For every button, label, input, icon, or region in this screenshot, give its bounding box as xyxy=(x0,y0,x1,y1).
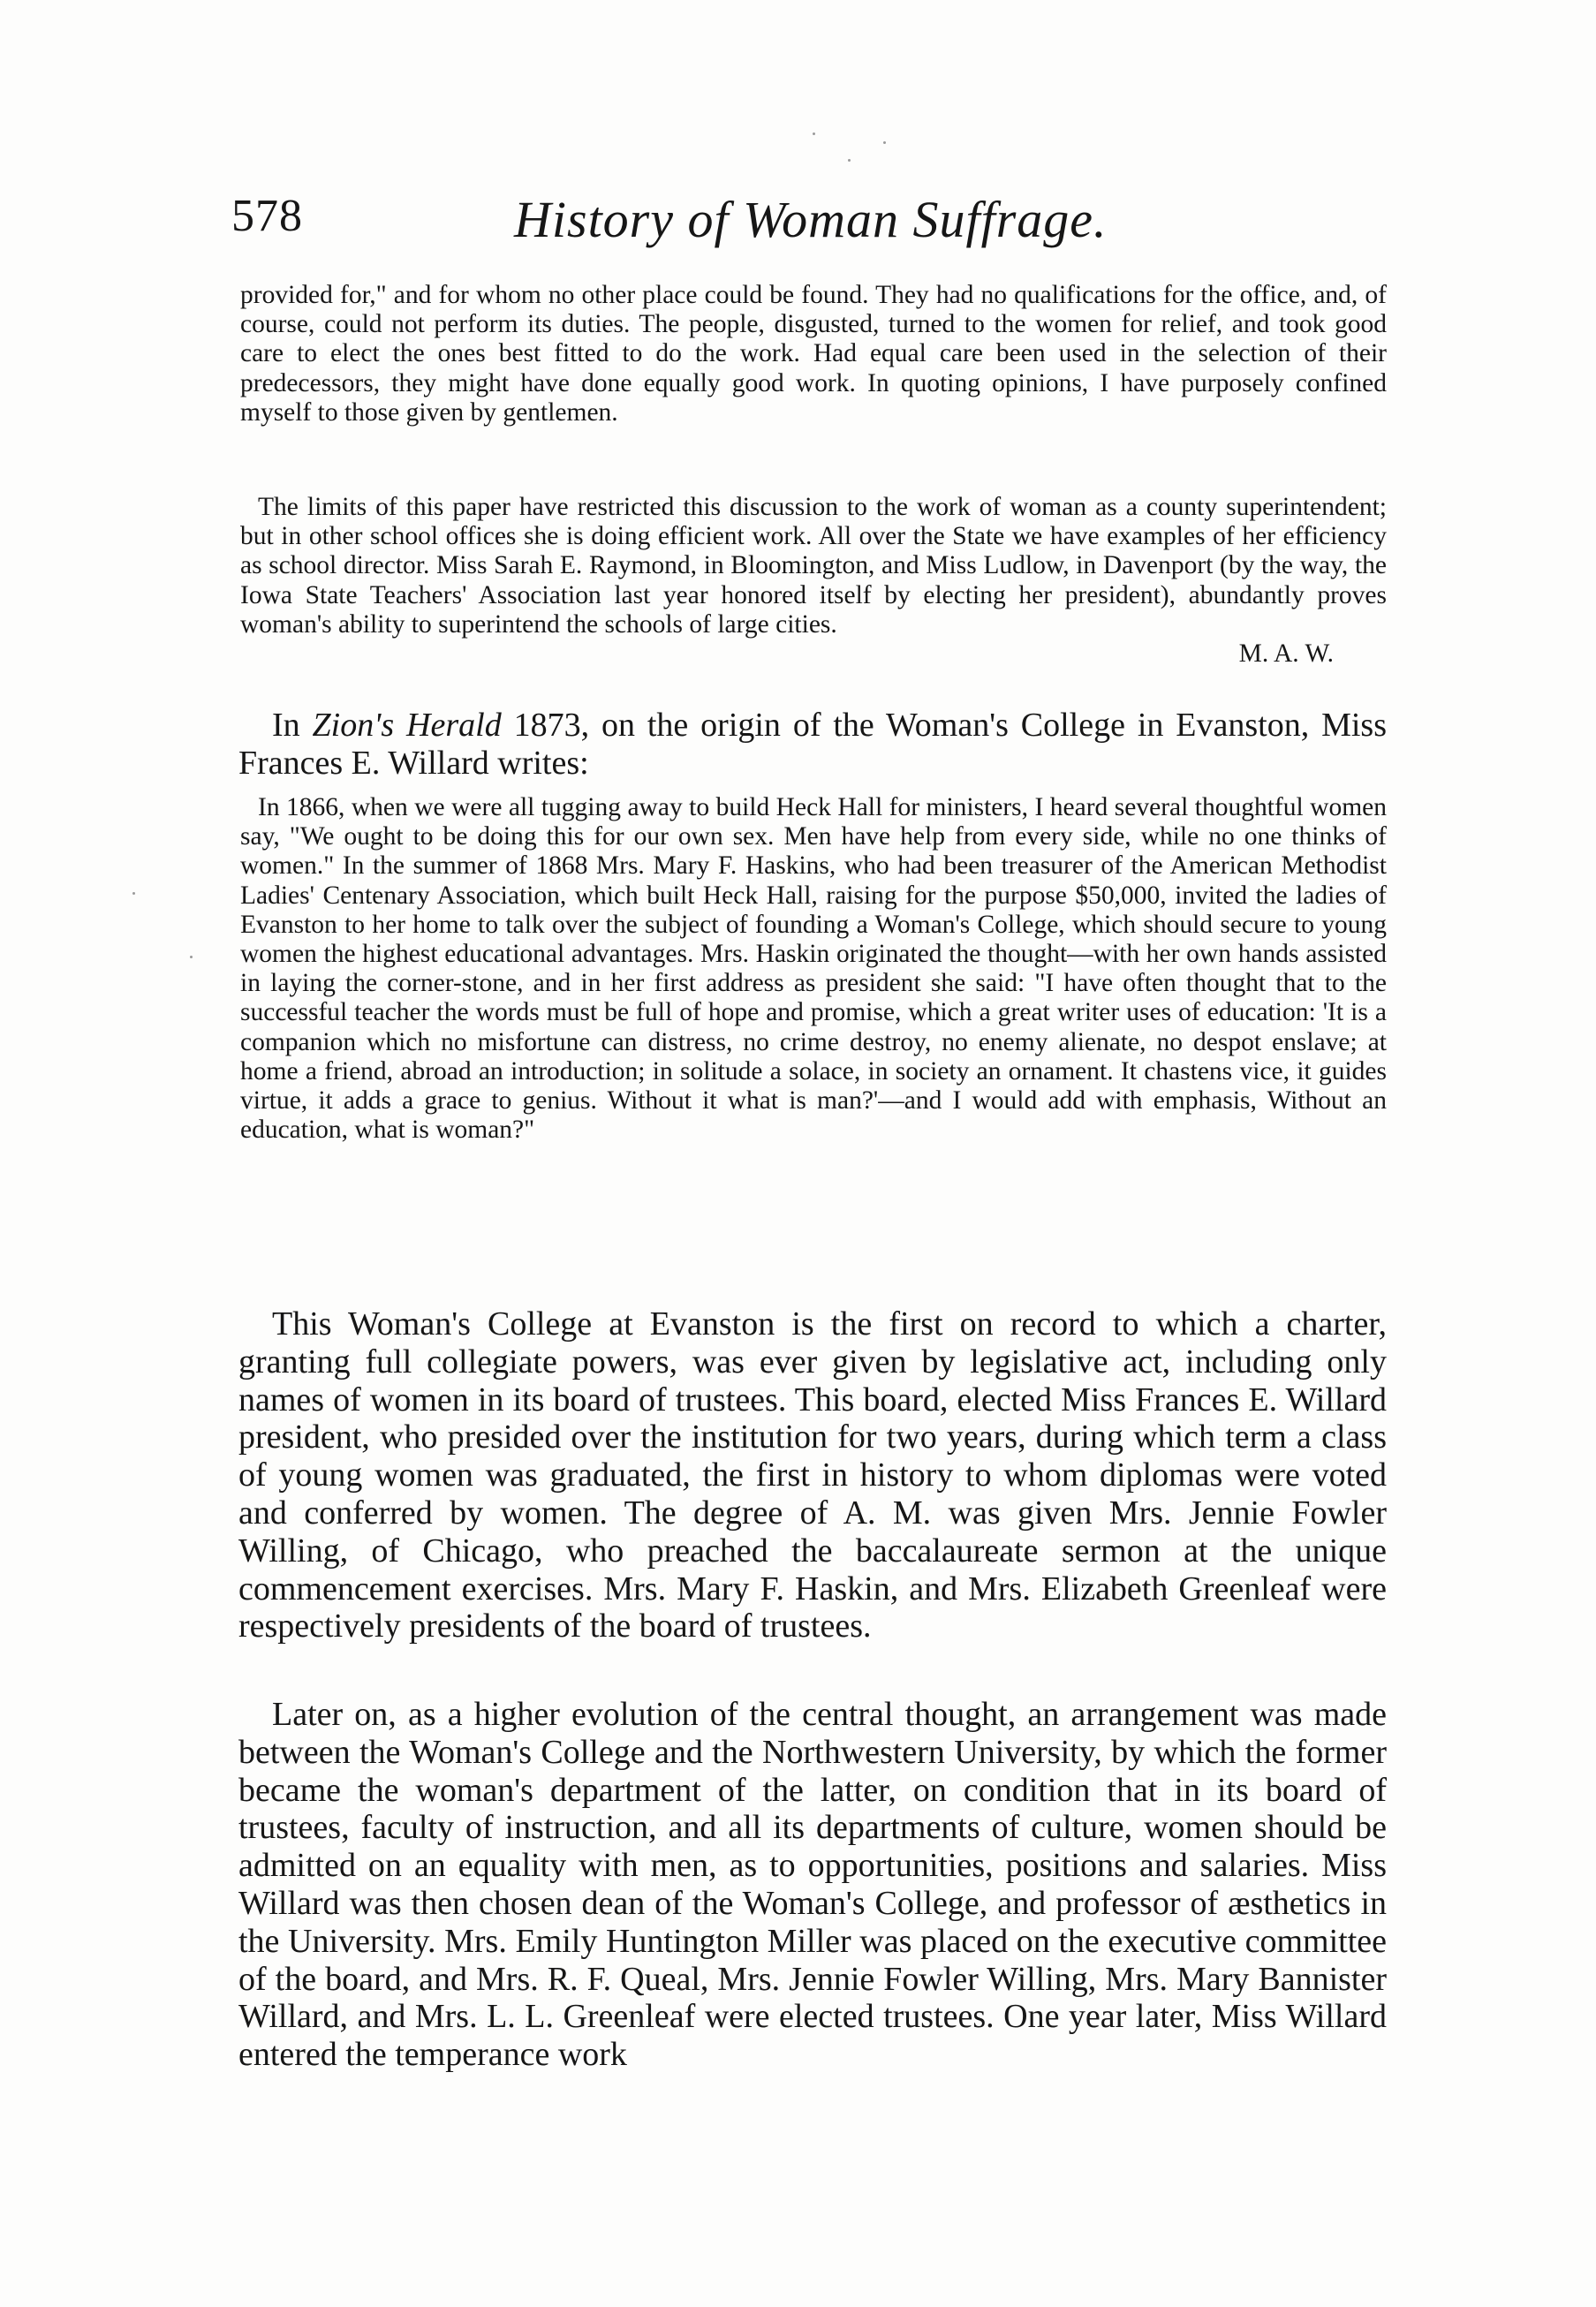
page-header xyxy=(231,190,1362,261)
body-paragraph-2 xyxy=(238,1696,1387,2074)
paper-speck xyxy=(813,132,815,135)
paper-speck xyxy=(848,159,851,162)
letter-paragraph-2-body: The limits of this paper have restricted this discussion to the work of woman as a county superintendent; but in other school offices she is doing efficient work. All over the State we have examples of her efficiency as school director. Miss Sarah E. Raymond, in Bloomington, and Miss Ludlow, in Davenport (by the way, the Iowa State Teachers' Association last year honored itself by electing her president), abundantly proves woman's ability to superintend the schools of large cities. xyxy=(240,493,1387,639)
paper-speck xyxy=(883,141,886,144)
intro-paragraph xyxy=(238,707,1387,783)
letter-paragraph-1-text: provided for," and for whom no other place could be found. They had no qualifications for the office, and, of course, could not perform its duties. The people, disgusted, turned to the women for relief, and took good care to elect the ones best fitted to do the work. Had equal care been used in the selection of their predecessors, they might have done equally good work. In quoting opinions, I have purposely confined myself to those given by gentlemen. xyxy=(240,281,1387,427)
letter-paragraph-1 xyxy=(240,281,1387,427)
running-title: History of Woman Suffrage. xyxy=(514,191,1108,248)
page-number: 578 xyxy=(231,191,303,241)
body-paragraph-1-text: This Woman's College at Evanston is the first on record to which a charter, granting full collegiate powers, was ever given by legislative act, including only names of women in its board of trustees. This board, elected Miss Frances E. Willard president, who presided over the institution for two years, during which term a class of young women was graduated, the first in history to whom diplomas were voted and conferred by women. The degree of A. M. was given Mrs. Jennie Fowler Willing, of Chicago, who preached the baccalaureate sermon at the unique commencement exercises. Mrs. Mary F. Haskin, and Mrs. Elizabeth Greenleaf were respectively presidents of the board of trustees. xyxy=(238,1305,1387,1645)
block-quote-text: In 1866, when we were all tugging away to build Heck Hall for ministers, I heard several thoughtful women say, "We ought to be doing this for our own sex. Men have help from every side, while no one thinks of women." In the summer of 1868 Mrs. Mary F. Haskins, who had been treasurer of the American Methodist Ladies' Centenary Association, which built Heck Hall, raising for the purpose $50,000, invited the ladies of Evanston to her home to talk over the subject of founding a Woman's College, which should secure to young women the highest educational advantages. Mrs. Haskin originated the thought—with her own hands assisted in laying the corner-stone, and in her first address as president she said: "I have often thought that to the successful teacher the words must be full of hope and promise, which a great writer uses of education: 'It is a companion which no misfortune can distress, no crime destroy, no enemy alienate, no despot enslave; at home a friend, abroad an introduction; in solitude a solace, in society an ornament. It chastens vice, it guides virtue, it adds a grace to genius. Without it what is man?'—and I would add with emphasis, Without an education, what is woman?" xyxy=(240,793,1387,1145)
signature: M. A. W. xyxy=(1238,639,1334,669)
source-title: Zion's Herald xyxy=(312,707,502,744)
intro-suffix: 1873, on the origin of the Woman's College in Evanston, Miss Frances E. Willard writes: xyxy=(238,707,1387,782)
body-paragraph-2-text: Later on, as a higher evolution of the central thought, an arrangement was made between the Woman's College and the Northwestern University, by which the former became the woman's department of the latter, on condition that in its board of trustees, faculty of instruction, and all its departments of culture, women should be admitted on an equality with men, as to opportunities, positions and salaries. Miss Willard was then chosen dean of the Woman's College, and professor of æsthetics in the University. Mrs. Emily Huntington Miller was placed on the executive committee of the board, and Mrs. R. F. Queal, Mrs. Jennie Fowler Willing, Mrs. Mary Bannister Willard, and Mrs. L. L. Greenleaf were elected trustees. One year later, Miss Willard entered the temperance work xyxy=(238,1696,1387,2074)
letter-paragraph-2 xyxy=(240,493,1387,669)
intro-prefix: In xyxy=(272,707,313,744)
paper-speck xyxy=(190,956,193,958)
body-paragraph-1 xyxy=(238,1305,1387,1645)
paper-speck xyxy=(132,892,135,895)
intro-text xyxy=(238,707,1387,783)
block-quote xyxy=(240,793,1387,1145)
letter-paragraph-2-text xyxy=(240,493,1387,669)
